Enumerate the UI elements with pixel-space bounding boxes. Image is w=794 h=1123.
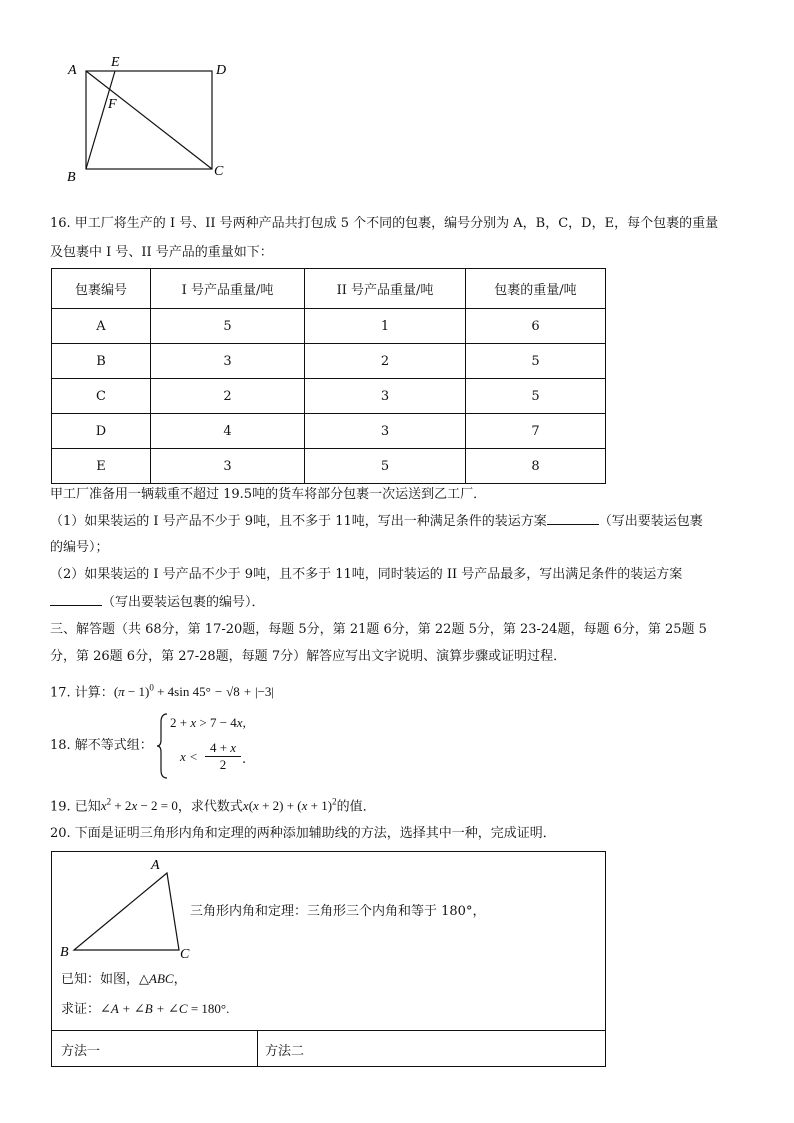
label-b: B xyxy=(67,170,76,185)
q16-part1-tail: （写出要装运包裹 xyxy=(598,514,703,529)
column-divider xyxy=(257,1030,258,1066)
label-d: D xyxy=(216,63,227,78)
inequality-1: 2 + x > 7 − 4x, xyxy=(170,715,246,730)
label-f: F xyxy=(108,97,117,112)
rectangle-figure xyxy=(60,50,240,190)
known-label: 已知：如图， xyxy=(61,972,140,987)
triangle-figure xyxy=(57,855,197,959)
table-cell: D xyxy=(52,414,151,449)
known-text xyxy=(61,968,187,987)
known-end: ， xyxy=(173,972,187,987)
table-header: I 号产品重量/吨 xyxy=(151,269,305,309)
q19-equation: $x^2 + 2x - 2 = 0$ xyxy=(100,797,178,814)
q19-label: 19. 已知 xyxy=(50,799,101,815)
table-cell: 3 xyxy=(151,344,305,379)
q16-part1-text: （1）如果装运的 I 号产品不少于 9吨，且不多于 11吨，写出一种满足条件的装运方案 xyxy=(50,514,547,529)
table-cell: E xyxy=(52,449,151,484)
table-cell: 3 xyxy=(151,449,305,484)
q18-label: 18. 解不等式组： xyxy=(50,738,153,753)
q20-line: 20. 下面是证明三角形内角和定理的两种添加辅助线的方法，选择其中一种，完成证明． xyxy=(50,826,556,841)
prove-label: 求证： xyxy=(61,1002,101,1017)
q19-expression: $x(x + 2) + (x + 1)^2$ xyxy=(242,797,337,814)
label-a: A xyxy=(151,858,160,873)
q19-middle: ，求代数式 xyxy=(177,799,243,815)
q16-part2: （2）如果装运的 I 号产品不少于 9吨，且不多于 11吨，同时装运的 II 号产品最多，写出满足条件的装运方案 xyxy=(50,567,683,582)
table-cell: 3 xyxy=(305,414,466,449)
label-b: B xyxy=(60,945,69,959)
section3-line1: 三、解答题（共 68分，第 17-20题，每题 5分，第 21题 6分，第 22题 5分，第 23-24题，每题 6分，第 25题 5 xyxy=(50,622,707,637)
period: . xyxy=(242,752,247,767)
table-cell: 5 xyxy=(305,449,466,484)
table-row xyxy=(52,414,606,449)
table-cell: 5 xyxy=(466,344,606,379)
table-cell: 2 xyxy=(151,379,305,414)
table-cell: 1 xyxy=(305,309,466,344)
q19 xyxy=(50,793,376,816)
section3-line2: 分，第 26题 6分，第 27-28题，每题 7分）解答应写出文字说明、演算步骤或证明过程． xyxy=(50,649,567,664)
table-row xyxy=(52,344,606,379)
answer-blank[interactable] xyxy=(547,512,599,525)
q17-expression: $(\pi - 1)^0 + 4\sin$ 45° − √8 + |−3| xyxy=(113,683,275,700)
triangle-symbol: △ABC xyxy=(139,971,174,986)
label-c: C xyxy=(214,164,224,179)
table-cell: 4 xyxy=(151,414,305,449)
label-e: E xyxy=(111,55,120,70)
answer-blank[interactable] xyxy=(50,593,102,606)
table-row xyxy=(52,449,606,484)
prove-expression: ∠A + ∠B + ∠C = 180°. xyxy=(100,1001,230,1016)
q17-label: 17. 计算： xyxy=(50,685,114,701)
q19-suffix: 的值． xyxy=(336,799,376,815)
proof-box xyxy=(51,851,606,1067)
theorem-text: 三角形内角和定理：三角形三个内角和等于 180°， xyxy=(190,904,486,919)
table-row xyxy=(52,379,606,414)
table-row xyxy=(52,309,606,344)
table-cell: 7 xyxy=(466,414,606,449)
q16-line2: 及包裹中 I 号、II 号产品的重量如下： xyxy=(50,245,273,260)
q16-part2-cont xyxy=(50,593,265,612)
label-c: C xyxy=(180,947,190,959)
table-cell: 2 xyxy=(305,344,466,379)
table-cell: 8 xyxy=(466,449,606,484)
table-header: II 号产品重量/吨 xyxy=(305,269,466,309)
q16-intro: 甲工厂准备用一辆载重不超过 19.5吨的货车将部分包裹一次运送到乙工厂． xyxy=(50,487,487,502)
table-cell: C xyxy=(52,379,151,414)
q16-part1-cont: 的编号）； xyxy=(50,540,109,555)
q16-line1: 16. 甲工厂将生产的 I 号、II 号两种产品共打包成 5 个不同的包裹，编号分别为 A，B，C，D，E，每个包裹的重量 xyxy=(50,216,719,231)
divider xyxy=(52,1030,605,1031)
table-cell: 3 xyxy=(305,379,466,414)
table-cell: 6 xyxy=(466,309,606,344)
table-header: 包裹的重量/吨 xyxy=(466,269,606,309)
q17 xyxy=(50,679,274,702)
package-table xyxy=(51,268,606,484)
method-two: 方法二 xyxy=(265,1044,305,1059)
q16-part2-tail: （写出要装运包裹的编号）． xyxy=(102,595,265,610)
table-cell: B xyxy=(52,344,151,379)
fraction: 4 + x 2 xyxy=(205,740,241,773)
table-cell: 5 xyxy=(151,309,305,344)
table-cell: A xyxy=(52,309,151,344)
table-cell: 5 xyxy=(466,379,606,414)
table-header: 包裹编号 xyxy=(52,269,151,309)
q16-part1 xyxy=(50,512,703,531)
label-a: A xyxy=(68,63,77,78)
table-header-row xyxy=(52,269,606,309)
inequality-2: x < xyxy=(180,749,198,764)
prove-text xyxy=(61,998,229,1017)
method-one: 方法一 xyxy=(61,1044,101,1059)
brace-icon xyxy=(155,712,169,780)
